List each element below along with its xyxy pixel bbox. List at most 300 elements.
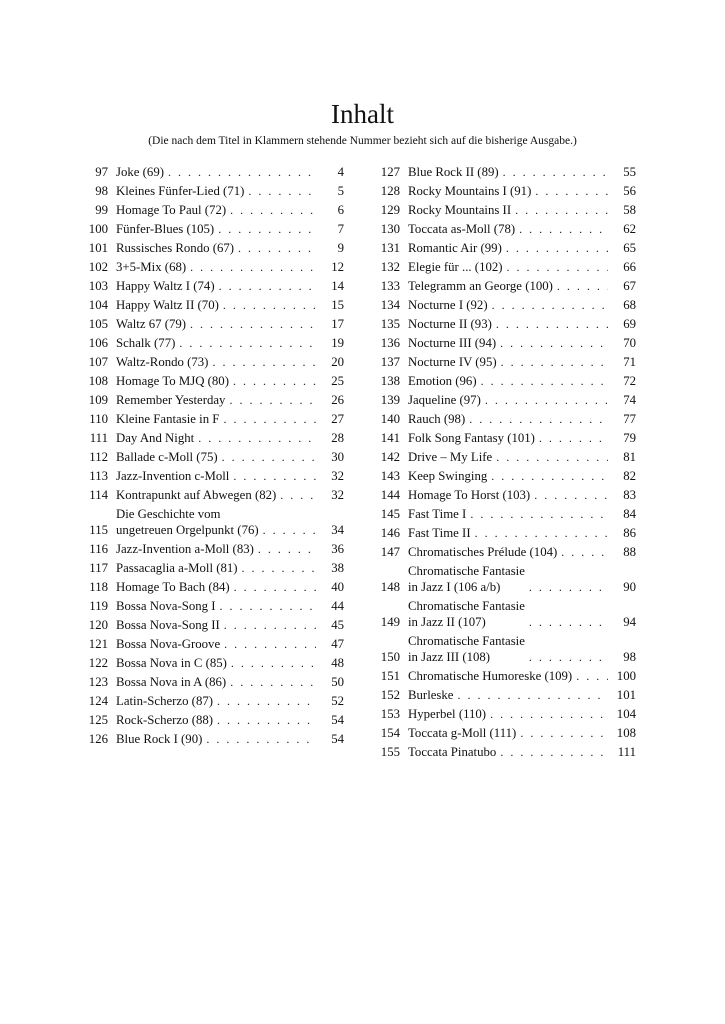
entry-number: 141: [380, 431, 400, 445]
entry-title-line: Jazz-Invention a-Moll (83): [116, 542, 254, 556]
entry-title-line-2: in Jazz III (108): [408, 650, 491, 664]
entry-page-number: 90: [623, 580, 636, 594]
dot-leader: [576, 668, 608, 684]
toc-entry: [82, 506, 344, 538]
entry-page-number: 4: [337, 165, 344, 179]
entry-title-line: Bossa Nova in A (86): [116, 675, 227, 689]
dot-leader: [223, 297, 316, 313]
toc-entry: [82, 693, 344, 709]
entry-title-line: Rauch (98): [408, 412, 466, 426]
toc-entry: [82, 468, 344, 484]
entry-page-number: 54: [331, 713, 344, 727]
entry-number: 129: [380, 203, 400, 217]
entry-number: 149: [380, 615, 400, 629]
entry-title-line: Chromatische Humoreske (109): [408, 669, 573, 683]
toc-entry: [374, 221, 636, 237]
entry-number: 103: [88, 279, 108, 293]
entry-title-line: Toccata Pinatubo: [408, 745, 497, 759]
entry-page-number: 72: [623, 374, 636, 388]
entry-page-number: 71: [623, 355, 636, 369]
entry-title: [408, 687, 612, 703]
toc-entry: [82, 598, 344, 614]
entry-title-line: Rocky Mountains II: [408, 203, 512, 217]
entry-title: [408, 164, 612, 180]
entry-title: [408, 633, 612, 665]
entry-title: [116, 487, 320, 503]
dot-leader: [242, 560, 316, 576]
entry-number: 115: [89, 523, 108, 537]
entry-page-number: 77: [623, 412, 636, 426]
dot-leader: [561, 544, 608, 560]
toc-entry: [82, 579, 344, 595]
dot-leader: [231, 655, 316, 671]
entry-title-line: Blue Rock II (89): [408, 165, 499, 179]
entry-title: [408, 240, 612, 256]
entry-page-number: 83: [623, 488, 636, 502]
entry-title: [116, 506, 320, 538]
entry-title: [116, 655, 320, 671]
entry-title: [408, 449, 612, 465]
entry-title-line: Bossa Nova in C (85): [116, 656, 227, 670]
dot-leader: [506, 240, 608, 256]
entry-page-number: 94: [623, 615, 636, 629]
entry-title-line: Bossa Nova-Song I: [116, 599, 216, 613]
toc-entry: [374, 506, 636, 522]
toc-entry: [374, 744, 636, 760]
entry-title: [116, 731, 320, 747]
entry-title: [116, 297, 320, 313]
entry-page-number: 66: [623, 260, 636, 274]
entry-number: 148: [380, 580, 400, 594]
entry-title-line: 3+5-Mix (68): [116, 260, 187, 274]
toc-entry: [82, 655, 344, 671]
entry-page-number: 7: [337, 222, 344, 236]
entry-number: 101: [88, 241, 108, 255]
entry-title-line: Folk Song Fantasy (101): [408, 431, 535, 445]
entry-title-line: Emotion (96): [408, 374, 477, 388]
entry-title-line: Fast Time II: [408, 526, 471, 540]
entry-title: [116, 278, 320, 294]
entry-title-line: Homage To MJQ (80): [116, 374, 229, 388]
entry-number: 104: [88, 298, 108, 312]
entry-page-number: 20: [331, 355, 344, 369]
entry-page-number: 68: [623, 298, 636, 312]
entry-title: [116, 164, 320, 180]
entry-page-number: 88: [623, 545, 636, 559]
entry-title: [116, 430, 320, 446]
entry-title: [116, 449, 320, 465]
entry-number: 98: [95, 184, 108, 198]
entry-page-number: 19: [331, 336, 344, 350]
toc-entry: [374, 487, 636, 503]
toc-entry: [82, 449, 344, 465]
entry-page-number: 82: [623, 469, 636, 483]
entry-number: 155: [380, 745, 400, 759]
entry-page-number: 69: [623, 317, 636, 331]
entry-page-number: 70: [623, 336, 636, 350]
entry-title-line: Bossa Nova-Groove: [116, 637, 221, 651]
entry-title: [116, 202, 320, 218]
dot-leader: [220, 598, 316, 614]
entry-page-number: 36: [331, 542, 344, 556]
dot-leader: [230, 202, 316, 218]
dot-leader: [223, 411, 316, 427]
dot-leader: [481, 373, 608, 389]
entry-number: 131: [380, 241, 400, 255]
entry-title: [116, 221, 320, 237]
dot-leader: [557, 278, 608, 294]
entry-page-number: 50: [331, 675, 344, 689]
dot-leader: [500, 744, 608, 760]
entry-page-number: 30: [331, 450, 344, 464]
dot-leader: [217, 712, 316, 728]
entry-number: 100: [88, 222, 108, 236]
entry-title: [408, 392, 612, 408]
toc-entry: [374, 392, 636, 408]
toc-left-column: [82, 164, 344, 750]
entry-title-line: Joke (69): [116, 165, 164, 179]
entry-page-number: 84: [623, 507, 636, 521]
dot-leader: [539, 430, 608, 446]
entry-page-number: 17: [331, 317, 344, 331]
entry-title-line: Fünfer-Blues (105): [116, 222, 215, 236]
page-title: Inhalt: [331, 99, 394, 129]
entry-number: 126: [88, 732, 108, 746]
entry-title: [116, 693, 320, 709]
entry-number: 153: [380, 707, 400, 721]
dot-leader: [529, 579, 608, 595]
entry-title: [116, 674, 320, 690]
entry-number: 154: [380, 726, 400, 740]
toc-entry: [374, 430, 636, 446]
dot-leader: [190, 316, 316, 332]
entry-page-number: 86: [623, 526, 636, 540]
entry-title: [408, 468, 612, 484]
entry-page-number: 44: [331, 599, 344, 613]
entry-number: 109: [88, 393, 108, 407]
entry-number: 118: [89, 580, 108, 594]
entry-title-line: Chromatische Fantasie: [408, 599, 525, 613]
dot-leader: [496, 316, 608, 332]
dot-leader: [224, 617, 316, 633]
entry-number: 130: [380, 222, 400, 236]
entry-title: [408, 259, 612, 275]
entry-number: 147: [380, 545, 400, 559]
dot-leader: [492, 297, 608, 313]
entry-page-number: 48: [331, 656, 344, 670]
entry-title: [116, 259, 320, 275]
toc-entry: [374, 240, 636, 256]
toc-entry: [374, 668, 636, 684]
entry-title-line: Romantic Air (99): [408, 241, 502, 255]
dot-leader: [198, 430, 316, 446]
entry-number: 139: [380, 393, 400, 407]
entry-title: [408, 183, 612, 199]
dot-leader: [535, 183, 608, 199]
toc-entry: [374, 468, 636, 484]
toc-entry: [374, 373, 636, 389]
toc-entry: [374, 164, 636, 180]
toc-entry: [82, 617, 344, 633]
entry-title-line: Kontrapunkt auf Abwegen (82): [116, 488, 277, 502]
toc-entry: [82, 636, 344, 652]
dot-leader: [217, 693, 316, 709]
entry-title-line-2: ungetreuen Orgelpunkt (76): [116, 523, 259, 537]
entry-title: [116, 579, 320, 595]
toc-entry: [374, 525, 636, 541]
toc-entry: [374, 183, 636, 199]
entry-number: 102: [88, 260, 108, 274]
entry-title-line: Kleine Fantasie in F: [116, 412, 220, 426]
entry-page-number: 5: [337, 184, 344, 198]
toc-entry: [82, 392, 344, 408]
entry-number: 144: [380, 488, 400, 502]
entry-title: [116, 712, 320, 728]
entry-title-line: Kleines Fünfer-Lied (71): [116, 184, 245, 198]
entry-title: [408, 563, 612, 595]
toc-entry: [374, 297, 636, 313]
entry-page-number: 38: [331, 561, 344, 575]
toc-entry: [82, 259, 344, 275]
entry-title: [116, 316, 320, 332]
entry-number: 132: [380, 260, 400, 274]
entry-title-line: Die Geschichte vom: [116, 507, 221, 521]
entry-number: 136: [380, 336, 400, 350]
entry-title: [408, 744, 612, 760]
entry-number: 120: [88, 618, 108, 632]
entry-title-line: Remember Yesterday: [116, 393, 226, 407]
entry-title: [116, 598, 320, 614]
dot-leader: [475, 525, 608, 541]
toc-entry: [82, 278, 344, 294]
entry-number: 127: [380, 165, 400, 179]
entry-title-line: Homage To Paul (72): [116, 203, 227, 217]
entry-number: 137: [380, 355, 400, 369]
dot-leader: [490, 706, 608, 722]
entry-number: 146: [380, 526, 400, 540]
entry-title-line: Rock-Scherzo (88): [116, 713, 214, 727]
dot-leader: [168, 164, 316, 180]
entry-title: [408, 544, 612, 560]
dot-leader: [529, 614, 608, 630]
dot-leader: [491, 468, 608, 484]
dot-leader: [534, 487, 608, 503]
entry-title-line: Telegramm an George (100): [408, 279, 553, 293]
entry-number: 113: [89, 469, 108, 483]
entry-number: 152: [380, 688, 400, 702]
entry-title: [408, 725, 612, 741]
entry-page-number: 104: [616, 707, 636, 721]
entry-title-line: Chromatische Fantasie: [408, 634, 525, 648]
dot-leader: [190, 259, 316, 275]
entry-page-number: 79: [623, 431, 636, 445]
entry-title: [408, 202, 612, 218]
entry-title-line: Keep Swinging: [408, 469, 488, 483]
entry-title-line: Chromatisches Prélude (104): [408, 545, 558, 559]
entry-number: 138: [380, 374, 400, 388]
toc-entry: [82, 202, 344, 218]
entry-number: 125: [88, 713, 108, 727]
toc-entry: [374, 598, 636, 630]
toc-entry: [374, 563, 636, 595]
dot-leader: [519, 221, 608, 237]
entry-title-line: Latin-Scherzo (87): [116, 694, 214, 708]
toc-entry: [82, 674, 344, 690]
entry-number: 124: [88, 694, 108, 708]
entry-number: 133: [380, 279, 400, 293]
entry-title: [116, 541, 320, 557]
toc-entry: [82, 712, 344, 728]
dot-leader: [233, 373, 316, 389]
toc-entry: [82, 316, 344, 332]
entry-page-number: 32: [331, 469, 344, 483]
entry-number: 108: [88, 374, 108, 388]
dot-leader: [230, 674, 316, 690]
entry-page-number: 26: [331, 393, 344, 407]
entry-number: 111: [89, 431, 108, 445]
dot-leader: [485, 392, 608, 408]
entry-title: [116, 240, 320, 256]
entry-number: 134: [380, 298, 400, 312]
entry-title-line: Russisches Rondo (67): [116, 241, 235, 255]
entry-title-line: Waltz-Rondo (73): [116, 355, 209, 369]
entry-number: 135: [380, 317, 400, 331]
toc-entry: [82, 183, 344, 199]
entry-title-line: Drive – My Life: [408, 450, 493, 464]
entry-title-line: Ballade c-Moll (75): [116, 450, 218, 464]
toc-entry: [374, 706, 636, 722]
entry-title: [116, 617, 320, 633]
toc-entry: [82, 164, 344, 180]
entry-number: 145: [380, 507, 400, 521]
dot-leader: [280, 487, 316, 503]
entry-page-number: 47: [331, 637, 344, 651]
dot-leader: [529, 649, 608, 665]
entry-title: [116, 392, 320, 408]
entry-title: [116, 183, 320, 199]
entry-title-line: Elegie für ... (102): [408, 260, 503, 274]
entry-page-number: 81: [623, 450, 636, 464]
toc-entry: [82, 240, 344, 256]
entry-page-number: 55: [623, 165, 636, 179]
entry-title-line: Bossa Nova-Song II: [116, 618, 220, 632]
toc-entry: [374, 278, 636, 294]
entry-title: [408, 335, 612, 351]
dot-leader: [206, 731, 316, 747]
entry-number: 117: [89, 561, 108, 575]
toc-entry: [374, 449, 636, 465]
dot-leader: [458, 687, 609, 703]
entry-title: [116, 411, 320, 427]
entry-number: 105: [88, 317, 108, 331]
entry-page-number: 45: [331, 618, 344, 632]
entry-title-line: Day And Night: [116, 431, 195, 445]
entry-number: 123: [88, 675, 108, 689]
entry-number: 99: [95, 203, 108, 217]
entry-page-number: 108: [616, 726, 636, 740]
dot-leader: [234, 579, 316, 595]
toc-entry: [82, 335, 344, 351]
toc-entry: [374, 633, 636, 665]
entry-title: [116, 468, 320, 484]
entry-number: 97: [95, 165, 108, 179]
dot-leader: [224, 636, 316, 652]
entry-title-line-2: in Jazz I (106 a/b): [408, 580, 501, 594]
dot-leader: [218, 221, 316, 237]
entry-number: 122: [88, 656, 108, 670]
entry-number: 150: [380, 650, 400, 664]
dot-leader: [179, 335, 316, 351]
entry-title-line: Jaqueline (97): [408, 393, 481, 407]
toc-entry: [374, 335, 636, 351]
entry-title-line: Waltz 67 (79): [116, 317, 187, 331]
toc-entry: [374, 354, 636, 370]
entry-page-number: 98: [623, 650, 636, 664]
toc-right-column: [374, 164, 636, 763]
dot-leader: [263, 522, 316, 538]
entry-title: [408, 373, 612, 389]
entry-title-line: Happy Waltz II (70): [116, 298, 219, 312]
entry-title: [408, 525, 612, 541]
entry-title: [408, 411, 612, 427]
entry-title-line: Hyperbel (110): [408, 707, 487, 721]
entry-title: [408, 598, 612, 630]
entry-page-number: 62: [623, 222, 636, 236]
entry-title-line: Burleske: [408, 688, 454, 702]
dot-leader: [496, 449, 608, 465]
entry-title-line: Nocturne II (93): [408, 317, 492, 331]
entry-title-line: Fast Time I: [408, 507, 467, 521]
entry-title-line: Homage To Horst (103): [408, 488, 531, 502]
dot-leader: [500, 335, 608, 351]
entry-page-number: 28: [331, 431, 344, 445]
toc-entry: [374, 544, 636, 560]
toc-entry: [82, 373, 344, 389]
entry-title: [116, 373, 320, 389]
entry-number: 151: [380, 669, 400, 683]
entry-page-number: 100: [616, 669, 636, 683]
entry-page-number: 25: [331, 374, 344, 388]
toc-entry: [374, 259, 636, 275]
entry-title: [408, 354, 612, 370]
entry-number: 140: [380, 412, 400, 426]
entry-number: 143: [380, 469, 400, 483]
dot-leader: [248, 183, 316, 199]
dot-leader: [503, 164, 608, 180]
toc-entry: [82, 354, 344, 370]
toc-entry: [374, 202, 636, 218]
entry-page-number: 65: [623, 241, 636, 255]
entry-number: 116: [89, 542, 108, 556]
entry-title: [408, 506, 612, 522]
entry-title-line: Toccata as-Moll (78): [408, 222, 516, 236]
entry-title: [408, 316, 612, 332]
entry-page-number: 67: [623, 279, 636, 293]
entry-title: [116, 354, 320, 370]
entry-number: 128: [380, 184, 400, 198]
entry-title: [116, 335, 320, 351]
dot-leader: [501, 354, 608, 370]
dot-leader: [520, 725, 608, 741]
entry-title-line: Blue Rock I (90): [116, 732, 203, 746]
entry-title-line: Chromatische Fantasie: [408, 564, 525, 578]
dot-leader: [219, 278, 316, 294]
entry-page-number: 56: [623, 184, 636, 198]
toc-entry: [374, 725, 636, 741]
dot-leader: [222, 449, 316, 465]
entry-page-number: 15: [331, 298, 344, 312]
entry-page-number: 40: [331, 580, 344, 594]
